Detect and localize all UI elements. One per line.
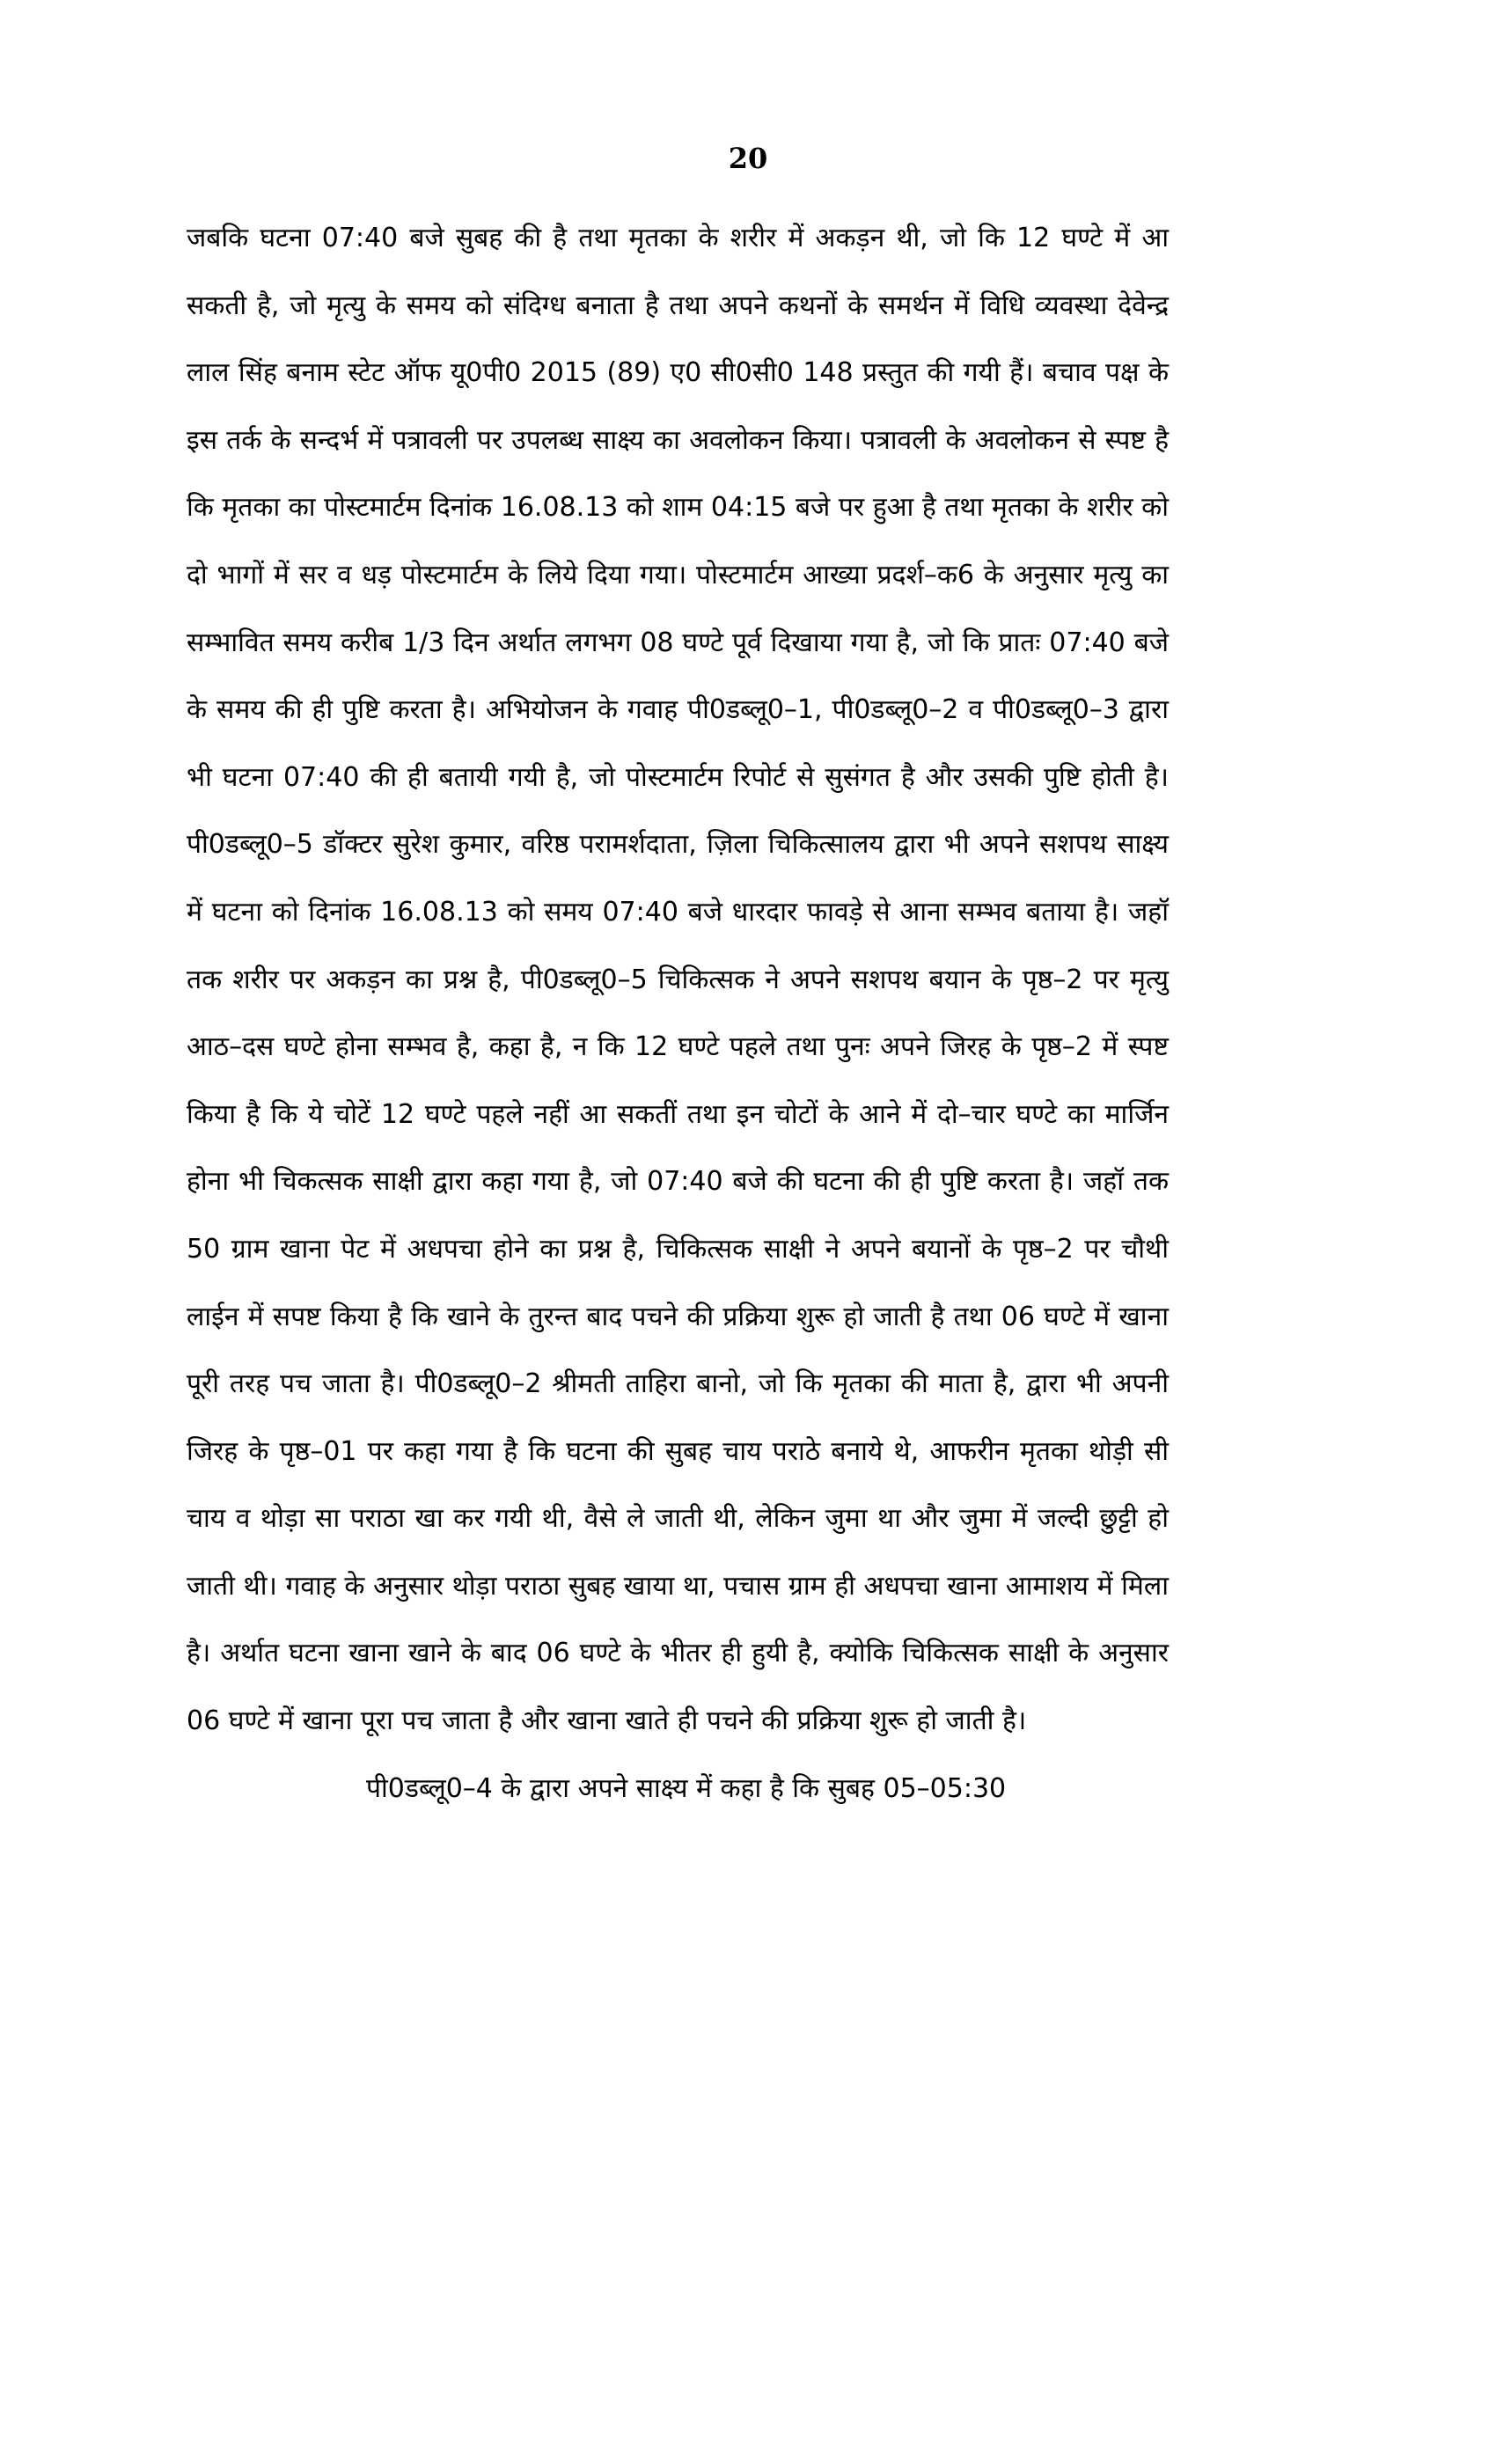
page-number: 20: [728, 142, 768, 175]
paragraph-main: जबकि घटना 07:40 बजे सुबह की है तथा मृतका के शरीर में अकड़न थी, जो कि 12 घण्टे में आ सकती है, जो मृत्यु के समय को संदिग्ध बनाता है तथा अपने कथनों के समर्थन में विधि व्यवस्था देवेन्द्र लाल सिंह बनाम स्टेट ऑफ यू0पी0 2015 (89) ए0 सी0सी0 148 प्रस्तुत की गयी हैं। बचाव पक्ष के इस तर्क के सन्दर्भ में पत्रावली पर उपलब्ध साक्ष्य का अवलोकन किया। पत्रावली के अवलोकन से स्पष्ट है कि मृतका का पोस्टमार्टम दिनांक 16.08.13 को शाम 04:15 बजे पर हुआ है तथा मृतका के शरीर को दो भागों में सर व धड़ पोस्टमार्टम के लिये दिया गया। पोस्टमार्टम आख्या प्रदर्श–क6 के अनुसार मृत्यु का सम्भावित समय करीब 1/3 दिन अर्थात लगभग 08 घण्टे पूर्व दिखाया गया है, जो कि प्रातः 07:40 बजे के समय की ही पुष्टि करता है। अभियोजन के गवाह पी0डब्लू0–1, पी0डब्लू0–2 व पी0डब्लू0–3 द्वारा भी घटना 07:40 की ही बतायी गयी है, जो पोस्टमार्टम रिपोर्ट से सुसंगत है और उसकी पुष्टि होती है। पी0डब्लू0–5 डॉक्टर सुरेश कुमार, वरिष्ठ परामर्शदाता, ज़िला चिकित्सालय द्वारा भी अपने सशपथ साक्ष्य में घटना को दिनांक 16.08.13 को समय 07:40 बजे धारदार फावड़े से आना सम्भव बताया है। जहॉ तक शरीर पर अकड़न का प्रश्न है, पी0डब्लू0–5 चिकित्सक ने अपने सशपथ बयान के पृष्ठ–2 पर मृत्यु आठ–दस घण्टे होना सम्भव है, कहा है, न कि 12 घण्टे पहले तथा पुनः अपने जिरह के पृष्ठ–2 में स्पष्ट किया है कि ये चोटें 12 घण्टे पहले नहीं आ सकतीं तथा इन चोटों के आने में दो–चार घण्टे का मार्जिन होना भी चिकत्सक साक्षी द्वारा कहा गया है, जो 07:40 बजे की घटना की ही पुष्टि करता है। जहॉ तक 50 ग्राम खाना पेट में अधपचा होने का प्रश्न है, चिकित्सक साक्षी ने अपने बयानों के पृष्ठ–2 पर चौथी लाईन में सपष्ट किया है कि खाने के तुरन्त बाद पचने की प्रक्रिया शुरू हो जाती है तथा 06 घण्टे में खाना पूरी तरह पच जाता है। पी0डब्लू0–2 श्रीमती ताहिरा बानो, जो कि मृतका की माता है, द्वारा भी अपनी जिरह के पृष्ठ–01 पर कहा गया है कि घटना की सुबह चाय पराठे बनाये थे, आफरीन मृतका थोड़ी सी चाय व थोड़ा सा पराठा खा कर गयी थी, वैसे ले जाती थी, लेकिन जुमा था और जुमा में जल्दी छुट्टी हो जाती थी। गवाह के अनुसार थोड़ा पराठा सुबह खाया था, पचास ग्राम ही अधपचा खाना आमाशय में मिला है। अर्थात घटना खाना खाने के बाद 06 घण्टे के भीतर ही हुयी है, क्योकि चिकित्सक साक्षी के अनुसार 06 घण्टे में खाना पूरा पच जाता है और खाना खाते ही पचने की प्रक्रिया शुरू हो जाती है।: [187, 223, 1169, 1737]
body-text: [187, 205, 1169, 1822]
paragraph-continuation: पी0डब्लू0–4 के द्वारा अपने साक्ष्य में कहा है कि सुबह 05–05:30: [366, 1772, 1007, 1804]
